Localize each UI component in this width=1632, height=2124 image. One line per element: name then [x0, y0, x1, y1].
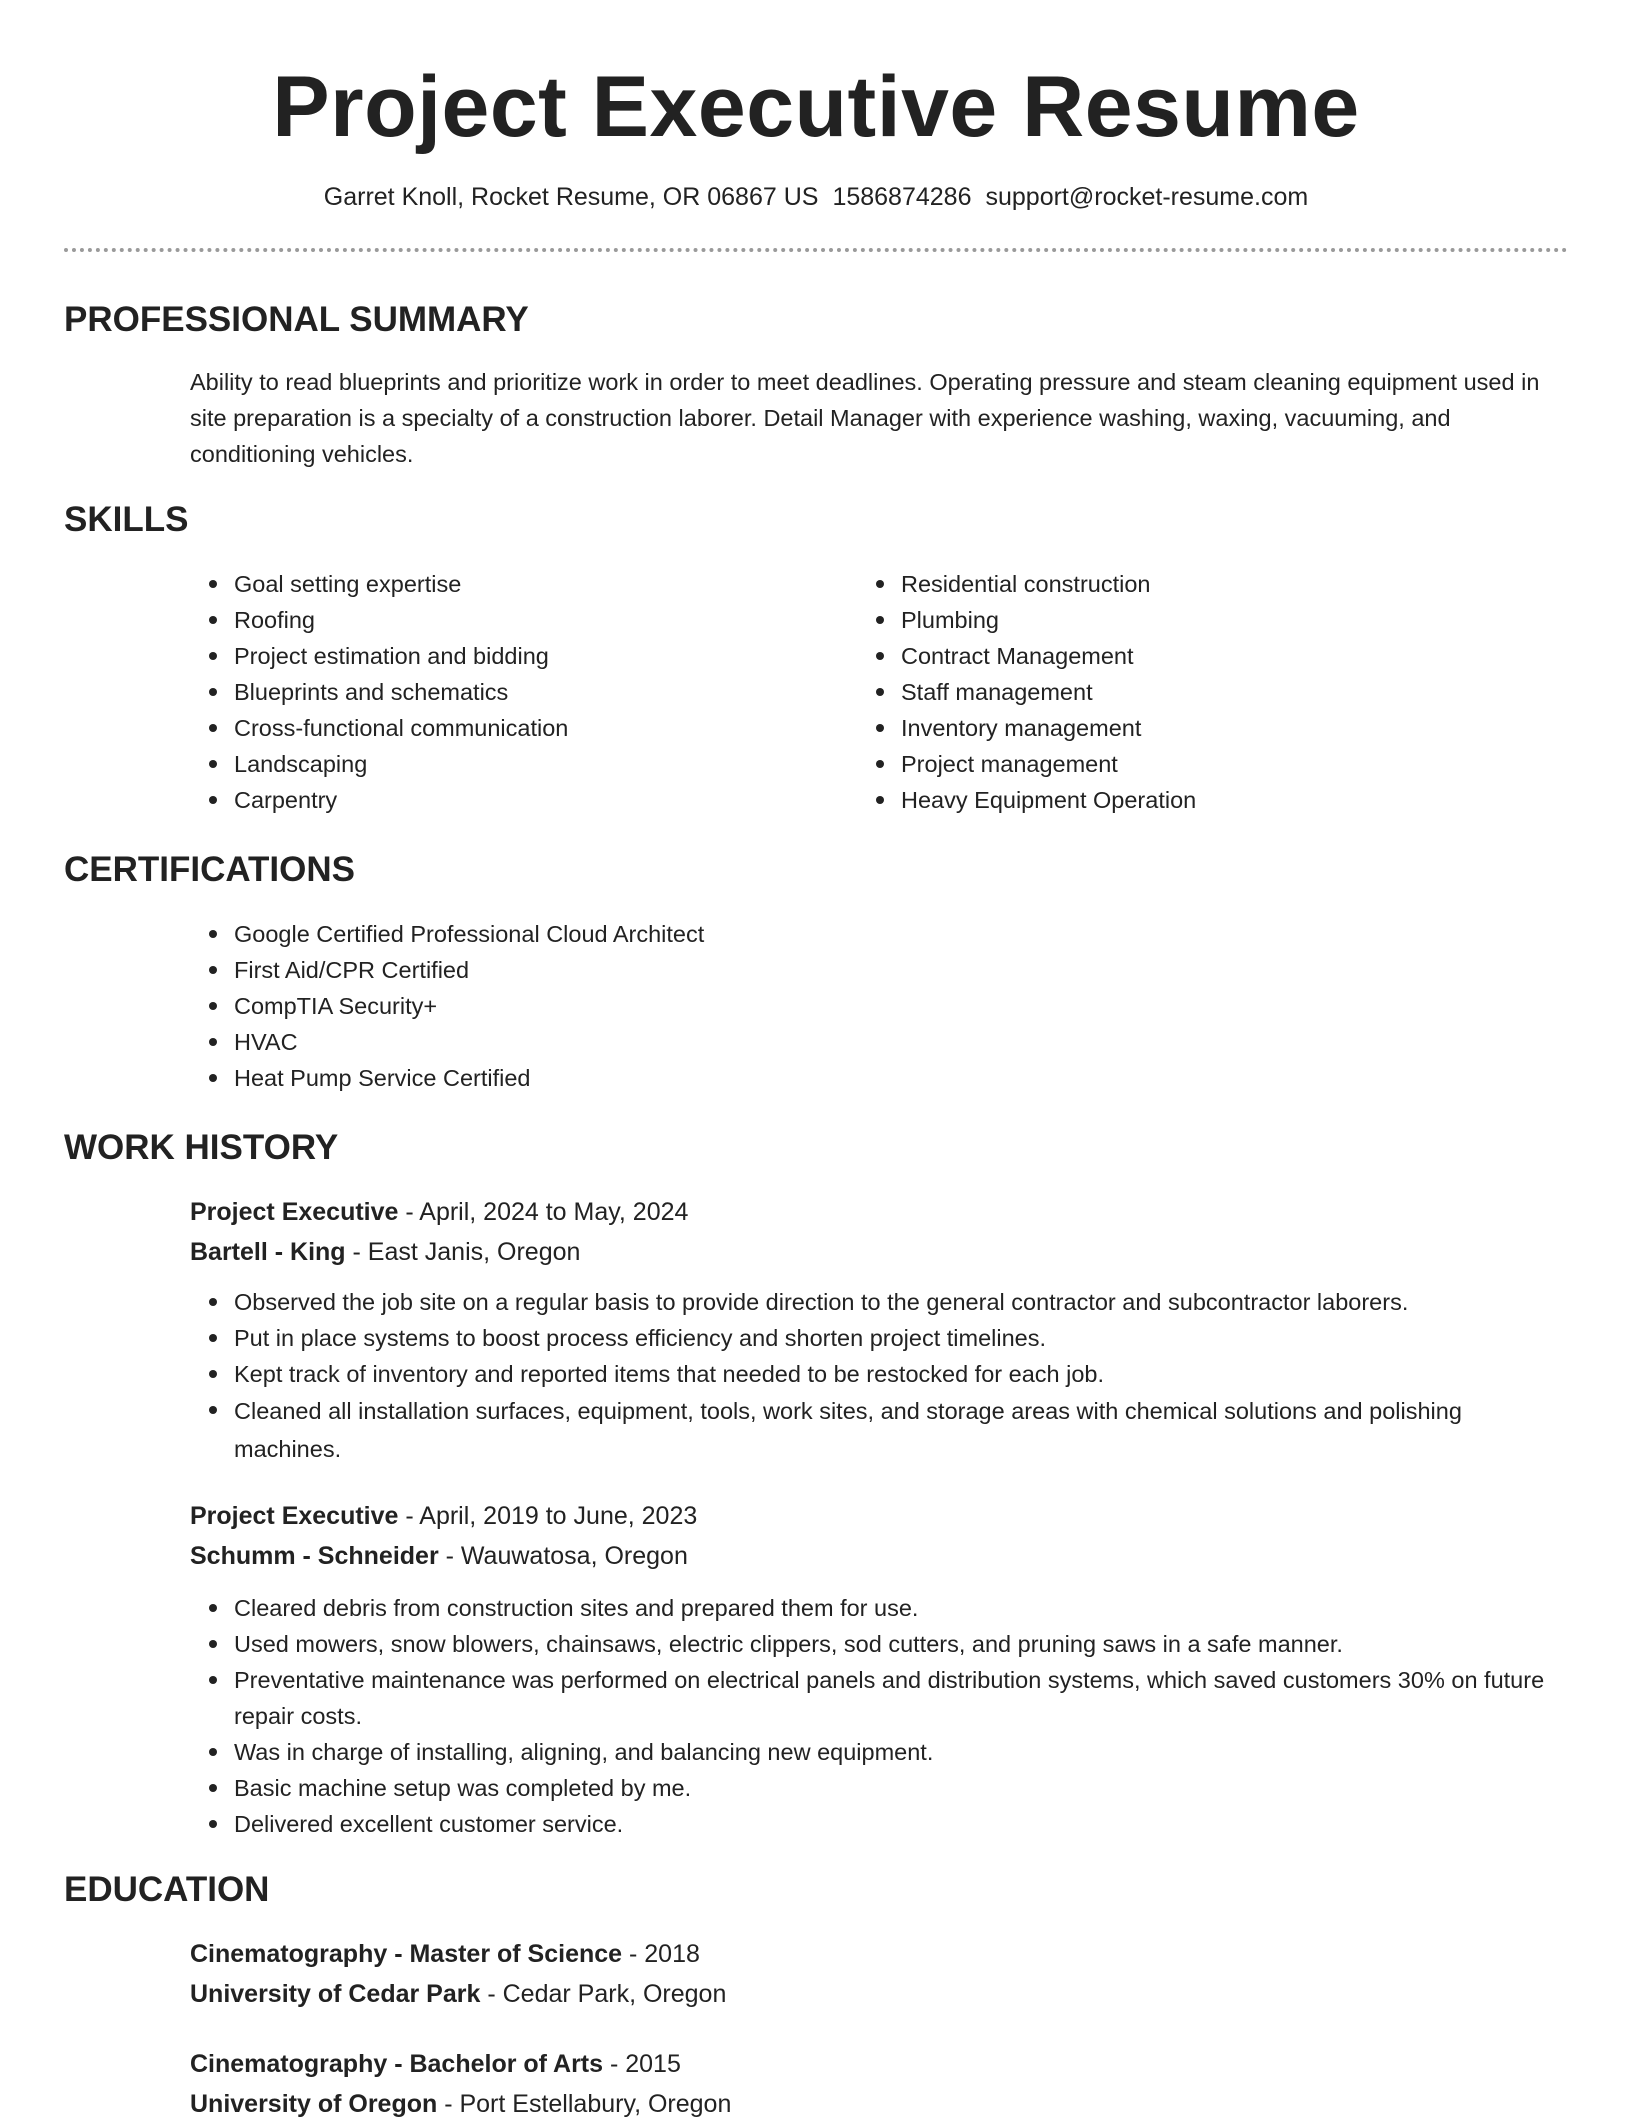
certification-item: HVAC	[234, 1024, 1568, 1060]
skill-item: Roofing	[234, 602, 901, 638]
skill-item: Residential construction	[901, 566, 1568, 602]
job-dates: - April, 2024 to May, 2024	[398, 1198, 689, 1226]
skill-item: Blueprints and schematics	[234, 674, 901, 710]
skill-item: Carpentry	[234, 782, 901, 818]
job-duty: Cleared debris from construction sites and prepared them for use.	[234, 1590, 1568, 1626]
degree: Cinematography - Master of Science	[190, 1940, 623, 1968]
skills-section	[64, 498, 1568, 818]
job-duty: Cleaned all installation surfaces, equipment, tools, work sites, and storage areas with chemical solutions and polishing machines.	[234, 1392, 1568, 1468]
job-company: Bartell - King	[190, 1238, 346, 1266]
summary-section	[64, 298, 1568, 472]
education-section	[64, 1868, 1568, 2124]
education-entry	[64, 1934, 1568, 2014]
degree-line	[190, 1934, 1568, 1974]
summary-heading: PROFESSIONAL SUMMARY	[64, 300, 529, 339]
work-history-heading: WORK HISTORY	[64, 1128, 339, 1167]
job-duty: Basic machine setup was completed by me.	[234, 1770, 1568, 1806]
school-line	[190, 1974, 1568, 2014]
job-company-line	[190, 1232, 1568, 1272]
work-history-section	[64, 1126, 1568, 1842]
job-duties-list	[64, 1284, 1568, 1468]
degree-line	[190, 2044, 1568, 2084]
skill-item: Inventory management	[901, 710, 1568, 746]
skill-item: Contract Management	[901, 638, 1568, 674]
job-duty: Put in place systems to boost process efficiency and shorten project timelines.	[234, 1320, 1568, 1356]
job-duty: Preventative maintenance was performed on electrical panels and distribution systems, which saved customers 30% on future repair costs.	[234, 1662, 1568, 1734]
contact-email: support@rocket-resume.com	[985, 183, 1309, 211]
skills-list-right	[901, 566, 1568, 818]
contact-address: Garret Knoll, Rocket Resume, OR 06867 US	[323, 183, 819, 211]
certification-item: Google Certified Professional Cloud Architect	[234, 916, 1568, 952]
job-duty: Used mowers, snow blowers, chainsaws, electric clippers, sod cutters, and pruning saws in a safe manner.	[234, 1626, 1568, 1662]
certification-item: Heat Pump Service Certified	[234, 1060, 1568, 1096]
education-heading: EDUCATION	[64, 1870, 270, 1909]
school-location: - Cedar Park, Oregon	[480, 1980, 727, 2008]
job-dates: - April, 2019 to June, 2023	[398, 1502, 698, 1530]
skill-item: Project management	[901, 746, 1568, 782]
skill-item: Goal setting expertise	[234, 566, 901, 602]
school: University of Cedar Park	[190, 1980, 481, 2008]
job-duties-list	[64, 1590, 1568, 1842]
summary-text: Ability to read blueprints and prioritize work in order to meet deadlines. Operating pressure and steam cleaning equipment used in site preparation is a specialty of a construction laborer. Detail Manager with experience washing, waxing, vacuuming, and conditioning vehicles.	[190, 369, 1540, 467]
skills-heading: SKILLS	[64, 500, 189, 539]
education-entry	[64, 2044, 1568, 2124]
certification-item: CompTIA Security+	[234, 988, 1568, 1024]
school-location: - Port Estellabury, Oregon	[437, 2090, 732, 2118]
skills-grid	[64, 566, 1568, 818]
skills-list-left	[64, 566, 901, 818]
contact-line	[64, 180, 1568, 214]
skill-item: Staff management	[901, 674, 1568, 710]
skill-item: Cross-functional communication	[234, 710, 901, 746]
certifications-heading: CERTIFICATIONS	[64, 850, 356, 889]
job-entry	[64, 1496, 1568, 1842]
job-title-line	[190, 1496, 1568, 1536]
skill-item: Heavy Equipment Operation	[901, 782, 1568, 818]
certifications-list	[64, 916, 1568, 1096]
job-location: - East Janis, Oregon	[345, 1238, 581, 1266]
job-title: Project Executive	[190, 1502, 399, 1530]
school-line	[190, 2084, 1568, 2124]
job-duty: Observed the job site on a regular basis to provide direction to the general contractor and subcontractor laborers.	[234, 1284, 1568, 1320]
skill-item: Project estimation and bidding	[234, 638, 901, 674]
job-company: Schumm - Schneider	[190, 1542, 439, 1570]
header-divider	[64, 248, 1568, 252]
contact-phone: 1586874286	[832, 183, 972, 211]
job-duty: Was in charge of installing, aligning, and balancing new equipment.	[234, 1734, 1568, 1770]
job-title-line	[190, 1192, 1568, 1232]
school: University of Oregon	[190, 2090, 438, 2118]
degree: Cinematography - Bachelor of Arts	[190, 2050, 604, 2078]
skill-item: Landscaping	[234, 746, 901, 782]
certifications-section	[64, 848, 1568, 1096]
job-title: Project Executive	[190, 1198, 399, 1226]
certification-item: First Aid/CPR Certified	[234, 952, 1568, 988]
skill-item: Plumbing	[901, 602, 1568, 638]
job-duty: Kept track of inventory and reported items that needed to be restocked for each job.	[234, 1356, 1568, 1392]
degree-year: - 2015	[603, 2050, 681, 2078]
page-title: Project Executive Resume	[272, 59, 1360, 155]
job-location: - Wauwatosa, Oregon	[438, 1542, 688, 1570]
degree-year: - 2018	[622, 1940, 700, 1968]
job-company-line	[190, 1536, 1568, 1576]
job-entry	[64, 1192, 1568, 1468]
job-duty: Delivered excellent customer service.	[234, 1806, 1568, 1842]
